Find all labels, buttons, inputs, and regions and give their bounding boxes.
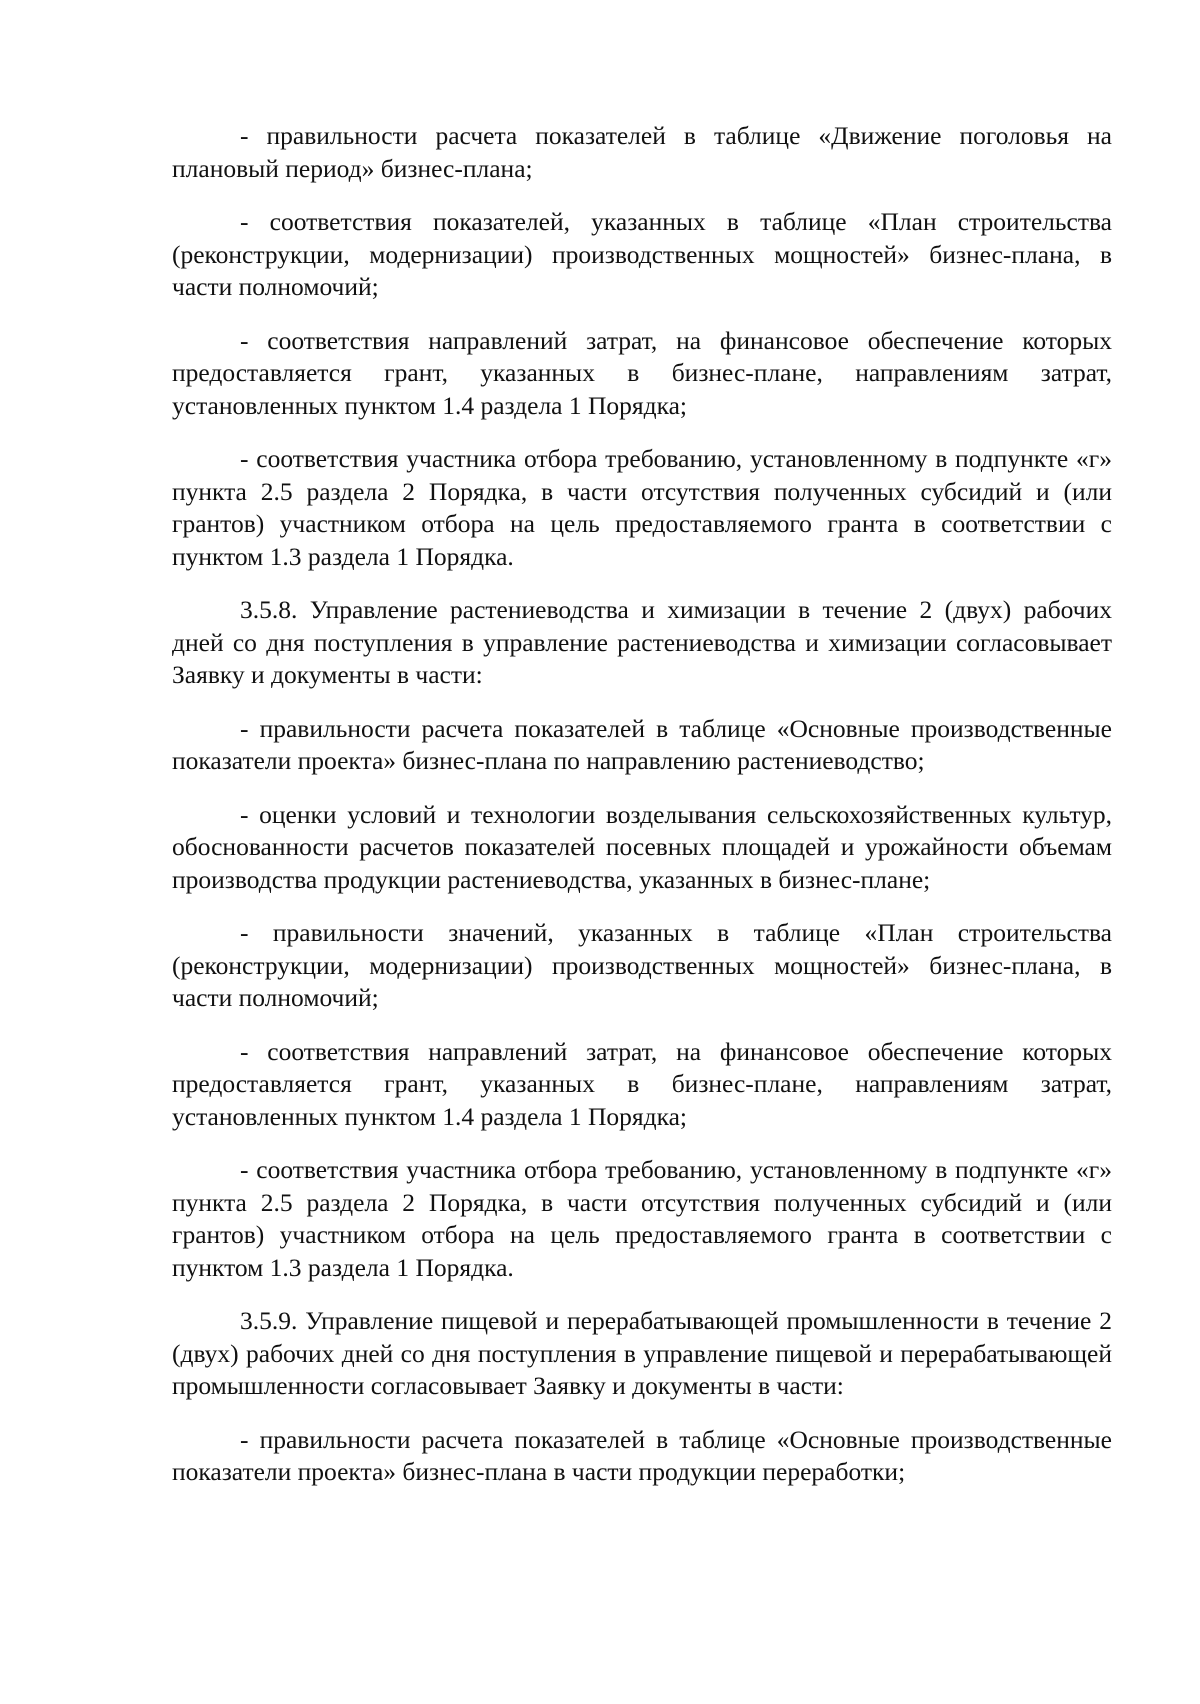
paragraph-main-indicators-crop: - правильности расчета показателей в таблице «Основные производственные показатели проекта» бизнес-плана по направлению растениеводство;	[172, 713, 1112, 775]
paragraph-participant-requirement-2: - соответствия участника отбора требованию, установленному в подпункте «г» пункта 2.5 раздела 2 Порядка, в части отсутствия полученных субсидий и (или грантов) участником отбора на цель предоставляемого гранта в соответствии с пунктом 1.3 раздела 1 Порядка.	[172, 1155, 1112, 1282]
paragraph-construction-values: - правильности значений, указанных в таблице «План строительства (реконструкции, модернизации) производственных мощностей» бизнес-плана, в части полномочий;	[172, 918, 1112, 1012]
paragraph-participant-requirement: - соответствия участника отбора требованию, установленному в подпункте «г» пункта 2.5 раздела 2 Порядка, в части отсутствия полученных субсидий и (или грантов) участником отбора на цель предоставляемого гранта в соответствии с пунктом 1.3 раздела 1 Порядка.	[172, 444, 1112, 571]
paragraph-construction-plan: - соответствия показателей, указанных в таблице «План строительства (реконструкции, модернизации) производственных мощностей» бизнес-плана, в части полномочий;	[172, 207, 1112, 301]
document-body	[172, 120, 1112, 1510]
paragraph-3-5-8: 3.5.8. Управление растениеводства и химизации в течение 2 (двух) рабочих дней со дня поступления в управление растениеводства и химизации согласовывает Заявку и документы в части:	[172, 595, 1112, 689]
paragraph-3-5-9: 3.5.9. Управление пищевой и перерабатывающей промышленности в течение 2 (двух) рабочих дней со дня поступления в управление пищевой и перерабатывающей промышленности согласовывает Заявку и документы в части:	[172, 1306, 1112, 1400]
paragraph-main-indicators-processing: - правильности расчета показателей в таблице «Основные производственные показатели проекта» бизнес-плана в части продукции переработки;	[172, 1424, 1112, 1486]
paragraph-cultivation-assessment: - оценки условий и технологии возделывания сельскохозяйственных культур, обоснованности расчетов показателей посевных площадей и урожайности объемам производства продукции растениеводства, указанных в бизнес-плане;	[172, 799, 1112, 894]
paragraph-cost-directions: - соответствия направлений затрат, на финансовое обеспечение которых предоставляется грант, указанных в бизнес-плане, направлениям затрат, установленных пунктом 1.4 раздела 1 Порядка;	[172, 325, 1112, 420]
paragraph-livestock-movement: - правильности расчета показателей в таблице «Движение поголовья на плановый период» бизнес-плана;	[172, 121, 1112, 183]
paragraph-cost-directions-2: - соответствия направлений затрат, на финансовое обеспечение которых предоставляется грант, указанных в бизнес-плане, направлениям затрат, установленных пунктом 1.4 раздела 1 Порядка;	[172, 1036, 1112, 1131]
